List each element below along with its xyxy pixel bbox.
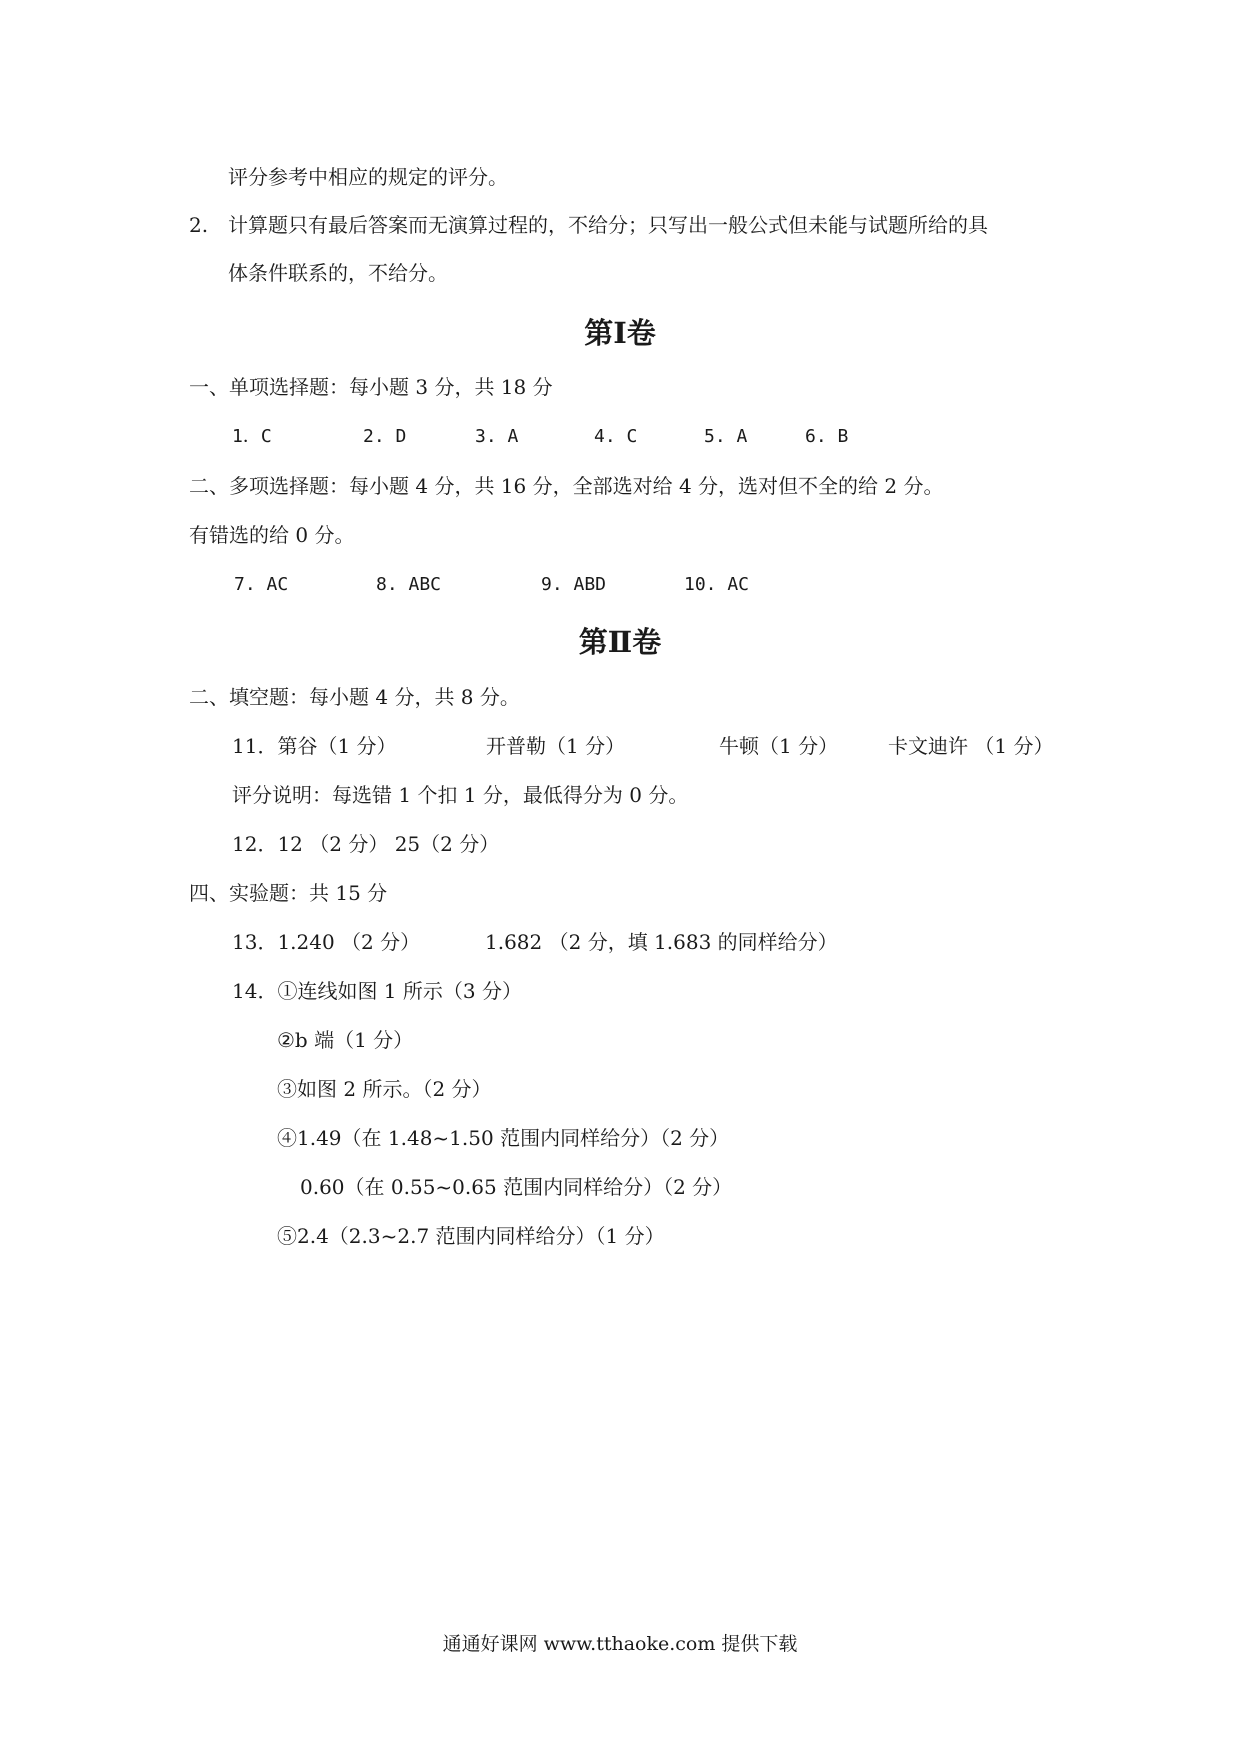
- preamble-line-1: 评分参考中相应的规定的评分。: [228, 165, 508, 189]
- q14-part-4a: ④1.49（在 1.48~1.50 范围内同样给分）（2 分）: [277, 1126, 730, 1150]
- q11-answer-4: 卡文迪许 （1 分）: [888, 734, 1054, 758]
- section2-heading: 二、多项选择题：每小题 4 分，共 16 分，全部选对给 4 分，选对但不全的给 2 分。: [189, 474, 944, 498]
- answer-7: 7. AC: [234, 574, 289, 595]
- q11-answer-3: 牛顿（1 分）: [719, 734, 839, 758]
- answer-6: 6. B: [805, 426, 849, 447]
- section2-note: 有错选的给 0 分。: [189, 523, 355, 547]
- q14-part-3: ③如图 2 所示。（2 分）: [277, 1077, 492, 1101]
- experiment-heading: 四、实验题：共 15 分: [189, 881, 388, 905]
- q11-scoring-note: 评分说明：每选错 1 个扣 1 分，最低得分为 0 分。: [232, 783, 689, 807]
- answer-9: 9. ABD: [541, 574, 607, 595]
- q14-part-2: ②b 端（1 分）: [277, 1028, 414, 1052]
- fill-heading: 二、填空题：每小题 4 分，共 8 分。: [189, 685, 520, 709]
- footer-text: 通通好课网 www.tthaoke.com 提供下载: [442, 1633, 798, 1655]
- answer-5: 5. A: [704, 426, 748, 447]
- answer-4: 4. C: [594, 426, 638, 447]
- part2-title: 第Ⅱ卷: [578, 625, 662, 659]
- q13-answer-b: 1.682 （2 分，填 1.683 的同样给分）: [485, 930, 838, 954]
- q11-answer-2: 开普勒（1 分）: [486, 734, 626, 758]
- answer-8: 8. ABC: [376, 574, 442, 595]
- answer-1: 1．C: [232, 426, 272, 447]
- preamble-item-2-line-1: 计算题只有最后答案而无演算过程的，不给分；只写出一般公式但未能与试题所给的具: [228, 213, 988, 237]
- preamble-item-2-number: 2.: [189, 213, 209, 237]
- q12-answer: 12．12 （2 分） 25（2 分）: [232, 832, 500, 856]
- answer-2: 2. D: [363, 426, 407, 447]
- preamble-item-2-line-2: 体条件联系的，不给分。: [228, 261, 448, 285]
- q14-part-4b: 0.60（在 0.55~0.65 范围内同样给分）（2 分）: [300, 1175, 733, 1199]
- q14-part-5: ⑤2.4（2.3~2.7 范围内同样给分）（1 分）: [277, 1224, 665, 1248]
- part1-title: 第Ⅰ卷: [584, 316, 656, 350]
- q14-part-1: 14．①连线如图 1 所示（3 分）: [232, 979, 522, 1003]
- answer-10: 10. AC: [684, 574, 750, 595]
- answer-3: 3. A: [475, 426, 519, 447]
- q11-answer-1: 11．第谷（1 分）: [232, 734, 397, 758]
- q13-answer-a: 13．1.240 （2 分）: [232, 930, 421, 954]
- section1-heading: 一、单项选择题：每小题 3 分，共 18 分: [189, 375, 553, 399]
